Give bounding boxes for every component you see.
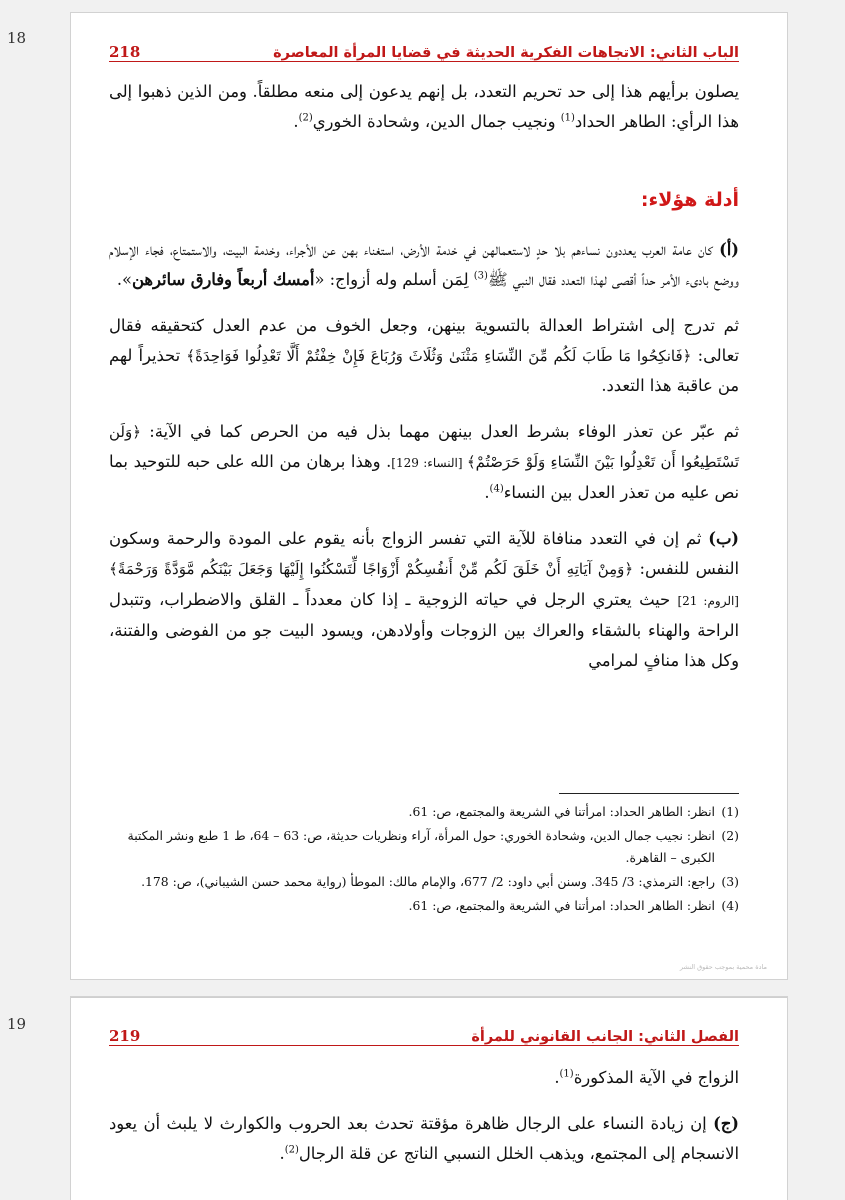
page-number: 219 (109, 1027, 141, 1045)
footnote-ref[interactable]: (1) (560, 112, 575, 124)
hadith-quote: أمسك أربعاً وفارق سائرهن (132, 270, 315, 289)
viewer-page-number: 19 (7, 1015, 27, 1033)
footnote-item: (1) انظر: الطاهر الحداد: امرأتنا في الشريعة والمجتمع، ص: 61. (408, 804, 739, 819)
quran-verse: ﴿وَمِنْ آيَاتِهِ أَنْ خَلَقَ لَكُم مِّنْ أَنفُسِكُمْ أَزْوَاجًا لِّتَسْكُنُوا إِلَيْهَا وَجَعَلَ بَيْنَكُم مَّوَدَّةً وَرَحْمَةً﴾ (109, 560, 634, 578)
footnote-item: (2) انظر: نجيب جمال الدين، وشحادة الخوري: حول المرأة، آراء ونظريات حديثة، ص: 63 – 64، ط 1 طبع ونشر المكتبة الكبرى – القاهرة. (127, 828, 739, 865)
book-page-219 (7, 996, 788, 1200)
footnote-item: (3) راجع: الترمذي: 3/ 345. وسنن أبي داود: 2/ 677، والإمام مالك: الموطأ (رواية محمد حسن الشيباني)، ص: 178. (141, 874, 739, 889)
quran-verse: ﴿وَلَن تَسْتَطِيعُوا أَن تَعْدِلُوا بَيْنَ النِّسَاءِ وَلَوْ حَرَصْتُمْ﴾ (109, 423, 740, 471)
paragraph-b: (ب) ثم إن في التعدد منافاة للآية التي تفسر الزواج بأنه يقوم على المودة والرحمة وسكون النفس للنفس: ﴿وَمِنْ آيَاتِهِ أَنْ خَلَقَ لَكُم مِّنْ أَنفُسِكُمْ أَزْوَاجًا لِّتَسْكُنُوا إِلَيْهَا وَجَعَلَ بَيْنَكُم مَّوَدَّةً وَرَحْمَةً﴾ [الروم: 21] حيث يعتري الرجل في حياته الزوجية ـ إذا كان معدداً ـ القلق والاضطراب، وتتبدل الراحة والهناء بالشقاء والعراك بين الزوجات وأولادهن، ويسود البيت جو من الفوضى والفتنة، وكل هذا منافٍ لمرامي (109, 529, 739, 670)
copyright-watermark: مادة محمية بموجب حقوق النشر (679, 963, 767, 971)
footnote-divider (559, 793, 739, 794)
paragraph-marker: (أ) (719, 240, 739, 259)
quran-verse: ﴿فَانكِحُوا مَا طَابَ لَكُم مِّنَ النِّسَاءِ مَثْنَىٰ وَثُلَاثَ وَرُبَاعَ فَإِنْ خِفْتُمْ أَلَّا تَعْدِلُوا فَوَاحِدَةً﴾ (186, 347, 692, 365)
footnote-item: (4) انظر: الطاهر الحداد: امرأتنا في الشريعة والمجتمع، ص: 61. (408, 898, 739, 913)
verse-reference: [النساء: 129] (391, 456, 467, 470)
intro-paragraph: يصلون برأيهم هذا إلى حد تحريم التعدد، بل إنهم يدعون إلى منعه مطلقاً. ومن الذين ذهبوا إلى هذا الرأي: الطاهر الحداد$^{(1)}$ ونجيب جمال الدين، وشحادة الخوري$^{(2)}$. (109, 82, 739, 131)
footnote-ref[interactable]: (1) (559, 1068, 574, 1080)
footnote-ref[interactable]: (4) (489, 483, 504, 495)
viewer-page-number: 18 (7, 29, 27, 47)
paragraph-a: (أ) كان عامة العرب يعددون نساءهم بلا حدٍ لاستعمالهن في خدمة الأرض، استغناء بهن عن الأجراء، وخدمة البيت، والاستمتاع، فجاء الإسلام ووضع بادىء الأمر حداً أقصى لهذا التعدد فقال النبي ﷺ$^{(3)}$ لِمَن أسلم وله أزواج: «أمسك أربعاً وفارق سائرهن». (109, 240, 739, 289)
book-page-218 (7, 12, 788, 980)
paragraph-marker: (ب) (708, 529, 739, 548)
running-header (109, 35, 739, 62)
paragraph-continuation: الزواج في الآية المذكورة$^{(1)}$. (554, 1068, 739, 1087)
footnotes (109, 801, 739, 919)
footnote-ref[interactable]: (2) (284, 1144, 299, 1156)
paragraph-justice-impossible: ثم عبّر عن تعذر الوفاء بشرط العدل بينهن مهما بذل فيه من الحرص كما في الآية: ﴿وَلَن تَسْتَطِيعُوا أَن تَعْدِلُوا بَيْنَ النِّسَاءِ وَلَوْ حَرَصْتُمْ﴾ [النساء: 129]. وهذا برهان من الله على حبه للتوحيد بما نص عليه من تعذر العدل بين النساء$^{(4)}$. (109, 422, 740, 502)
section-title: أدلة هؤلاء: (640, 189, 739, 211)
header-title: الباب الثاني: الاتجاهات الفكرية الحديثة في قضايا المرأة المعاصرة (273, 45, 739, 61)
header-title: الفصل الثاني: الجانب القانوني للمرأة (471, 1029, 739, 1045)
page-number: 218 (109, 43, 141, 61)
footnote-ref[interactable]: (3) (473, 270, 488, 282)
verse-reference: [الروم: 21] (677, 594, 739, 608)
paragraph-c: (ج) إن زيادة النساء على الرجال ظاهرة مؤقتة تحدث بعد الحروب والكوارث لا يلبث أن يعود الانسجام إلى المجتمع، ويذهب الخلل النسبي الناتج عن قلة الرجال$^{(2)}$. (109, 1114, 739, 1163)
paragraph-justice-condition: ثم تدرج إلى اشتراط العدالة بالتسوية بينهن، وجعل الخوف من عدم العدل كتحقيقه فقال تعالى: ﴿فَانكِحُوا مَا طَابَ لَكُم مِّنَ النِّسَاءِ مَثْنَىٰ وَثُلَاثَ وَرُبَاعَ فَإِنْ خِفْتُمْ أَلَّا تَعْدِلُوا فَوَاحِدَةً﴾ تحذيراً لهم من عاقبة هذا التعدد. (109, 316, 739, 395)
footnote-ref[interactable]: (2) (298, 112, 313, 124)
body-text (109, 1063, 739, 1185)
running-header (109, 1019, 739, 1046)
paragraph-marker: (ج) (713, 1114, 739, 1133)
body-text (109, 235, 739, 692)
